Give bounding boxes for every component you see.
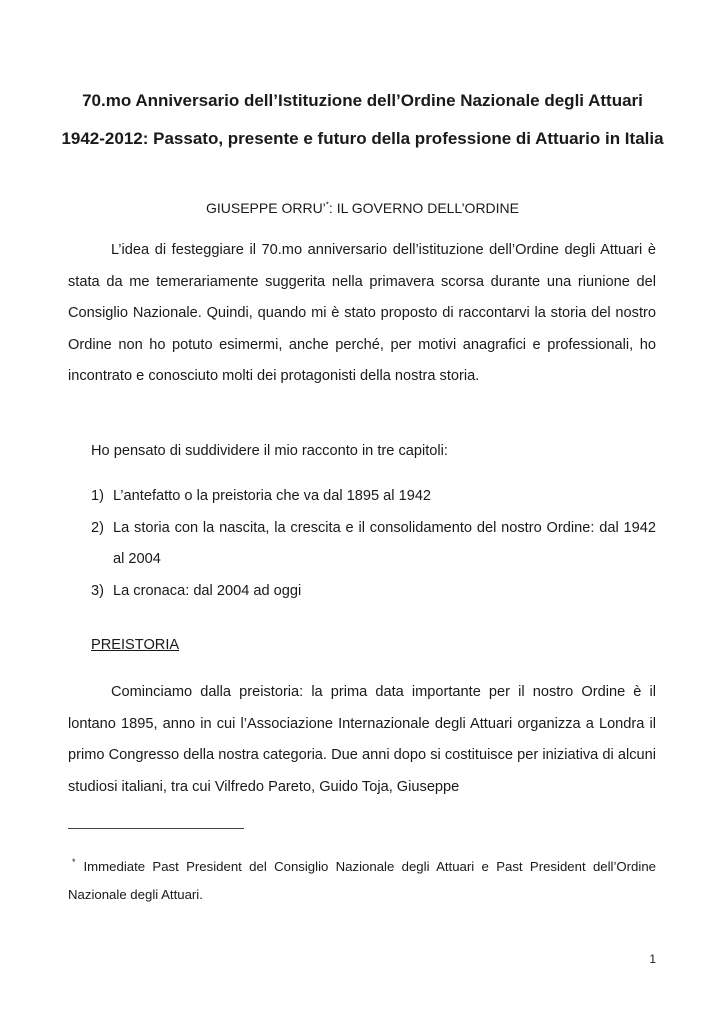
- document-title-line2: 1942-2012: Passato, presente e futuro della professione di Attuario in Italia: [61, 129, 664, 148]
- paragraph-chapters-intro: Ho pensato di suddividere il mio racconto in tre capitoli:: [91, 443, 448, 459]
- list-item-number: 2): [91, 519, 104, 536]
- footnote-mark: *: [72, 857, 76, 867]
- footnote: [68, 848, 656, 909]
- list-item-text: La cronaca: dal 2004 ad oggi: [113, 582, 302, 599]
- section-heading: PREISTORIA: [91, 637, 180, 653]
- footnote-separator: [68, 828, 244, 829]
- author-name: GIUSEPPE ORRU’: [205, 200, 326, 216]
- list-item: [91, 513, 656, 576]
- author-footnote-mark: *: [325, 200, 329, 210]
- document-title-line1: 70.mo Anniversario dell’Istituzione dell’Ordine Nazionale degli Attuari: [82, 91, 643, 110]
- author-line: [0, 200, 725, 216]
- paragraph-preistoria: Cominciamo dalla preistoria: la prima data importante per il nostro Ordine è il lontano 1895, anno in cui l’Associazione Internazionale degli Attuari organizza a Londra il primo Congresso della nostra categoria. Due anni dopo si costituisce per iniziativa di alcuni studiosi italiani, tra cui Vilfredo Pareto, Guido Toja, Giuseppe: [68, 684, 656, 795]
- list-item-number: 3): [91, 582, 104, 599]
- author-role: : IL GOVERNO DELL’ORDINE: [328, 200, 520, 216]
- footnote-text: Immediate Past President del Consiglio Nazionale degli Attuari e Past President dell’Ordine Nazionale degli Attuari.: [68, 859, 656, 902]
- list-item-text: La storia con la nascita, la crescita e il consolidamento del nostro Ordine: dal 1942 al 2004: [113, 519, 656, 568]
- page-number: 1: [649, 952, 656, 966]
- list-item-number: 1): [91, 488, 104, 504]
- list-item-text: L’antefatto o la preistoria che va dal 1895 al 1942: [113, 488, 432, 504]
- chapter-list: [91, 481, 656, 607]
- paragraph-intro: L’idea di festeggiare il 70.mo anniversario dell’istituzione dell’Ordine degli Attuari è stata da me temerariamente suggerita nella primavera scorsa durante una riunione del Consiglio Nazionale. Quindi, quando mi è stato proposto di raccontarvi la storia del nostro Ordine non ho potuto esimermi, anche perché, per motivi anagrafici e professionali, ho incontrato e conosciuto molti dei protagonisti della nostra storia.: [68, 242, 656, 385]
- list-item: [91, 481, 656, 513]
- list-item: [91, 576, 656, 608]
